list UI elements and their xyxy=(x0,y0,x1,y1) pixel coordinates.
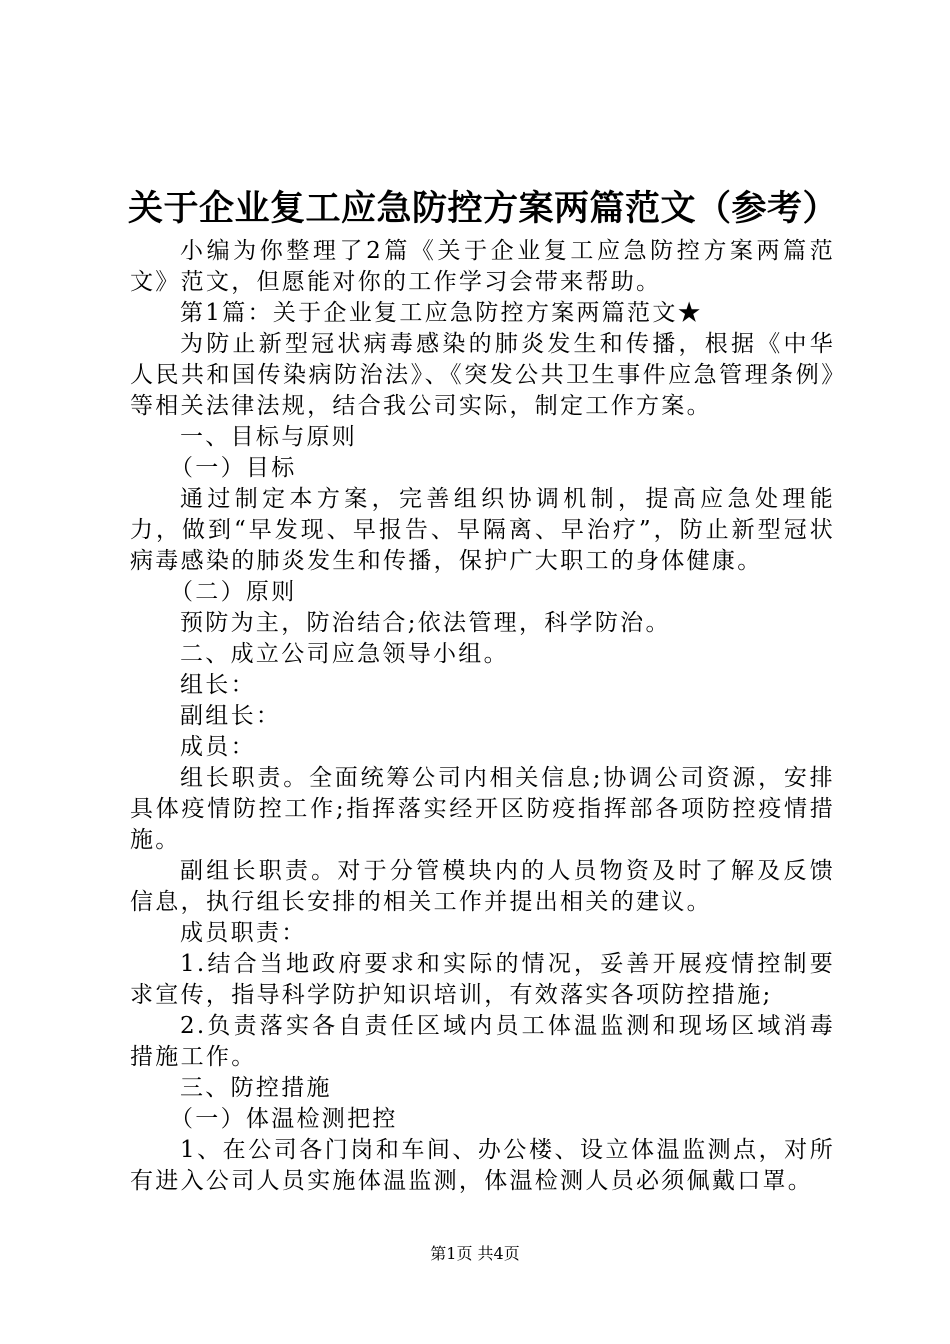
paragraph: 通过制定本方案，完善组织协调机制，提高应急处理能力，做到“早发现、早报告、早隔离、早治疗”，防止新型冠状病毒感染的肺炎发生和传播，保护广大职工的身体健康。 xyxy=(130,486,835,574)
section-heading: 三、防控措施 xyxy=(180,1075,332,1101)
list-item: 1.结合当地政府要求和实际的情况，妥善开展疫情控制要求宣传，指导科学防护知识培训，有效落实各项防控措施; xyxy=(130,951,835,1008)
paragraph: 成员职责： xyxy=(180,920,307,946)
subsection-heading: （一）体温检测把控 xyxy=(170,1106,398,1132)
document-body xyxy=(130,236,835,1197)
paragraph-article-heading: 第1篇：关于企业复工应急防控方案两篇范文★ xyxy=(180,300,703,326)
paragraph: 1、在公司各门岗和车间、办公楼、设立体温监测点，对所有进入公司人员实施体温监测，体温检测人员必须佩戴口罩。 xyxy=(130,1137,835,1194)
subsection-heading: （一）目标 xyxy=(170,455,297,481)
paragraph-intro: 小编为你整理了2篇《关于企业复工应急防控方案两篇范文》范文，但愿能对你的工作学习会带来帮助。 xyxy=(130,238,835,295)
paragraph: 预防为主，防治结合;依法管理，科学防治。 xyxy=(180,610,671,636)
paragraph: 成员： xyxy=(180,734,256,760)
list-item: 2.负责落实各自责任区域内员工体温监测和现场区域消毒措施工作。 xyxy=(130,1013,835,1070)
paragraph: 组长： xyxy=(180,672,256,698)
section-heading: 二、成立公司应急领导小组。 xyxy=(180,641,509,667)
section-heading: 一、目标与原则 xyxy=(180,424,358,450)
document-title: 关于企业复工应急防控方案两篇范文（参考） xyxy=(128,188,839,229)
subsection-heading: （二）原则 xyxy=(170,579,297,605)
page-footer: 第1页 共4页 xyxy=(430,1244,520,1263)
paragraph: 副组长： xyxy=(180,703,282,729)
paragraph: 副组长职责。对于分管模块内的人员物资及时了解及反馈信息，执行组长安排的相关工作并提出相关的建议。 xyxy=(130,858,835,915)
paragraph: 为防止新型冠状病毒感染的肺炎发生和传播，根据《中华人民共和国传染病防治法》、《突发公共卫生事件应急管理条例》等相关法律法规，结合我公司实际，制定工作方案。 xyxy=(130,331,835,419)
paragraph: 组长职责。全面统筹公司内相关信息;协调公司资源，安排具体疫情防控工作;指挥落实经开区防疫指挥部各项防控疫情措施。 xyxy=(130,765,835,853)
